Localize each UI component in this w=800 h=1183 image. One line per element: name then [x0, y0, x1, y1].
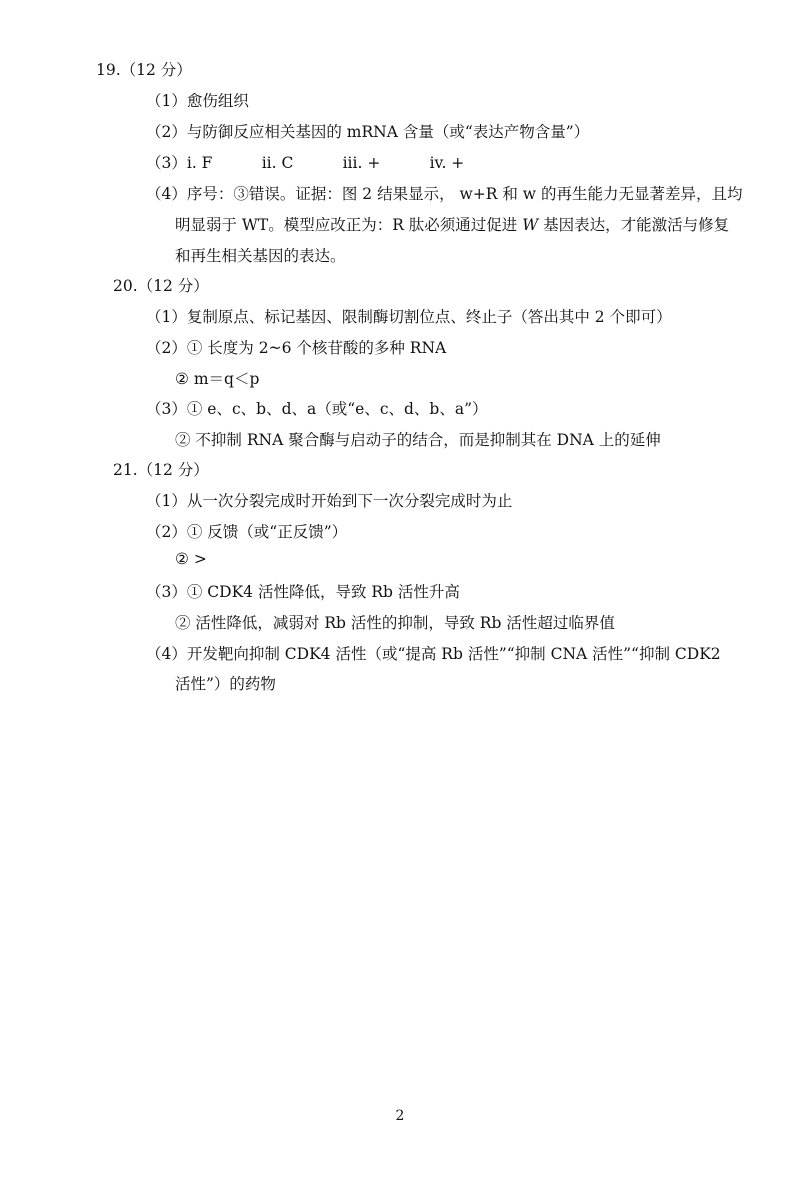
page-number: 2 — [395, 1108, 405, 1124]
question-21-header: 21.（12 分） — [113, 461, 209, 479]
q19-answer-4-line1: （4）序号：③错误。证据：图 2 结果显示， w+R 和 w 的再生能力无显著差异，且均 — [146, 185, 743, 203]
question-20-header: 20.（12 分） — [113, 277, 209, 295]
q21-answer-3-2: ② 活性降低，减弱对 Rb 活性的抑制，导致 Rb 活性超过临界值 — [175, 614, 615, 632]
q20-answer-2-2: ② m＝q＜p — [175, 370, 260, 388]
q21-answer-2-2: ② > — [175, 550, 207, 568]
q20-answer-3-1: （3）① e、c、b、d、a（或“e、c、d、b、a”） — [146, 400, 488, 418]
question-19-header: 19.（12 分） — [96, 61, 192, 79]
q20-answer-3-2: ② 不抑制 RNA 聚合酶与启动子的结合，而是抑制其在 DNA 上的延伸 — [175, 431, 661, 449]
q21-answer-4-line1: （4）开发靶向抑制 CDK4 活性（或“提高 Rb 活性”“抑制 CNA 活性”“抑制 CDK2 — [146, 645, 721, 663]
q20-answer-1: （1）复制原点、标记基因、限制酶切割位点、终止子（答出其中 2 个即可） — [146, 308, 672, 326]
q21-answer-3-1: （3）① CDK4 活性降低，导致 Rb 活性升高 — [146, 583, 460, 601]
q19-answer-3: （3）i. F ii. C iii. + iv. + — [146, 154, 465, 172]
q19-answer-1: （1）愈伤组织 — [146, 92, 249, 110]
q19-answer-4-line2-text: 明显弱于 WT。模型应改正为：R 肽必须通过促进 — [175, 216, 518, 234]
q19-answer-2: （2）与防御反应相关基因的 mRNA 含量（或“表达产物含量”） — [146, 123, 590, 141]
q20-answer-2-1: （2）① 长度为 2~6 个核苷酸的多种 RNA — [146, 339, 447, 357]
q19-answer-4-line3: 和再生相关基因的表达。 — [175, 247, 346, 265]
gene-w-italic: W — [522, 216, 539, 234]
q21-answer-4-line2: 活性”）的药物 — [175, 675, 276, 693]
q19-answer-4-line2 — [175, 213, 729, 235]
q21-answer-1: （1）从一次分裂完成时开始到下一次分裂完成时为止 — [146, 492, 513, 510]
q21-answer-2-1: （2）① 反馈（或“正反馈”） — [146, 523, 348, 541]
q19-answer-4-line2-tail: 基因表达，才能激活与修复 — [543, 216, 730, 234]
